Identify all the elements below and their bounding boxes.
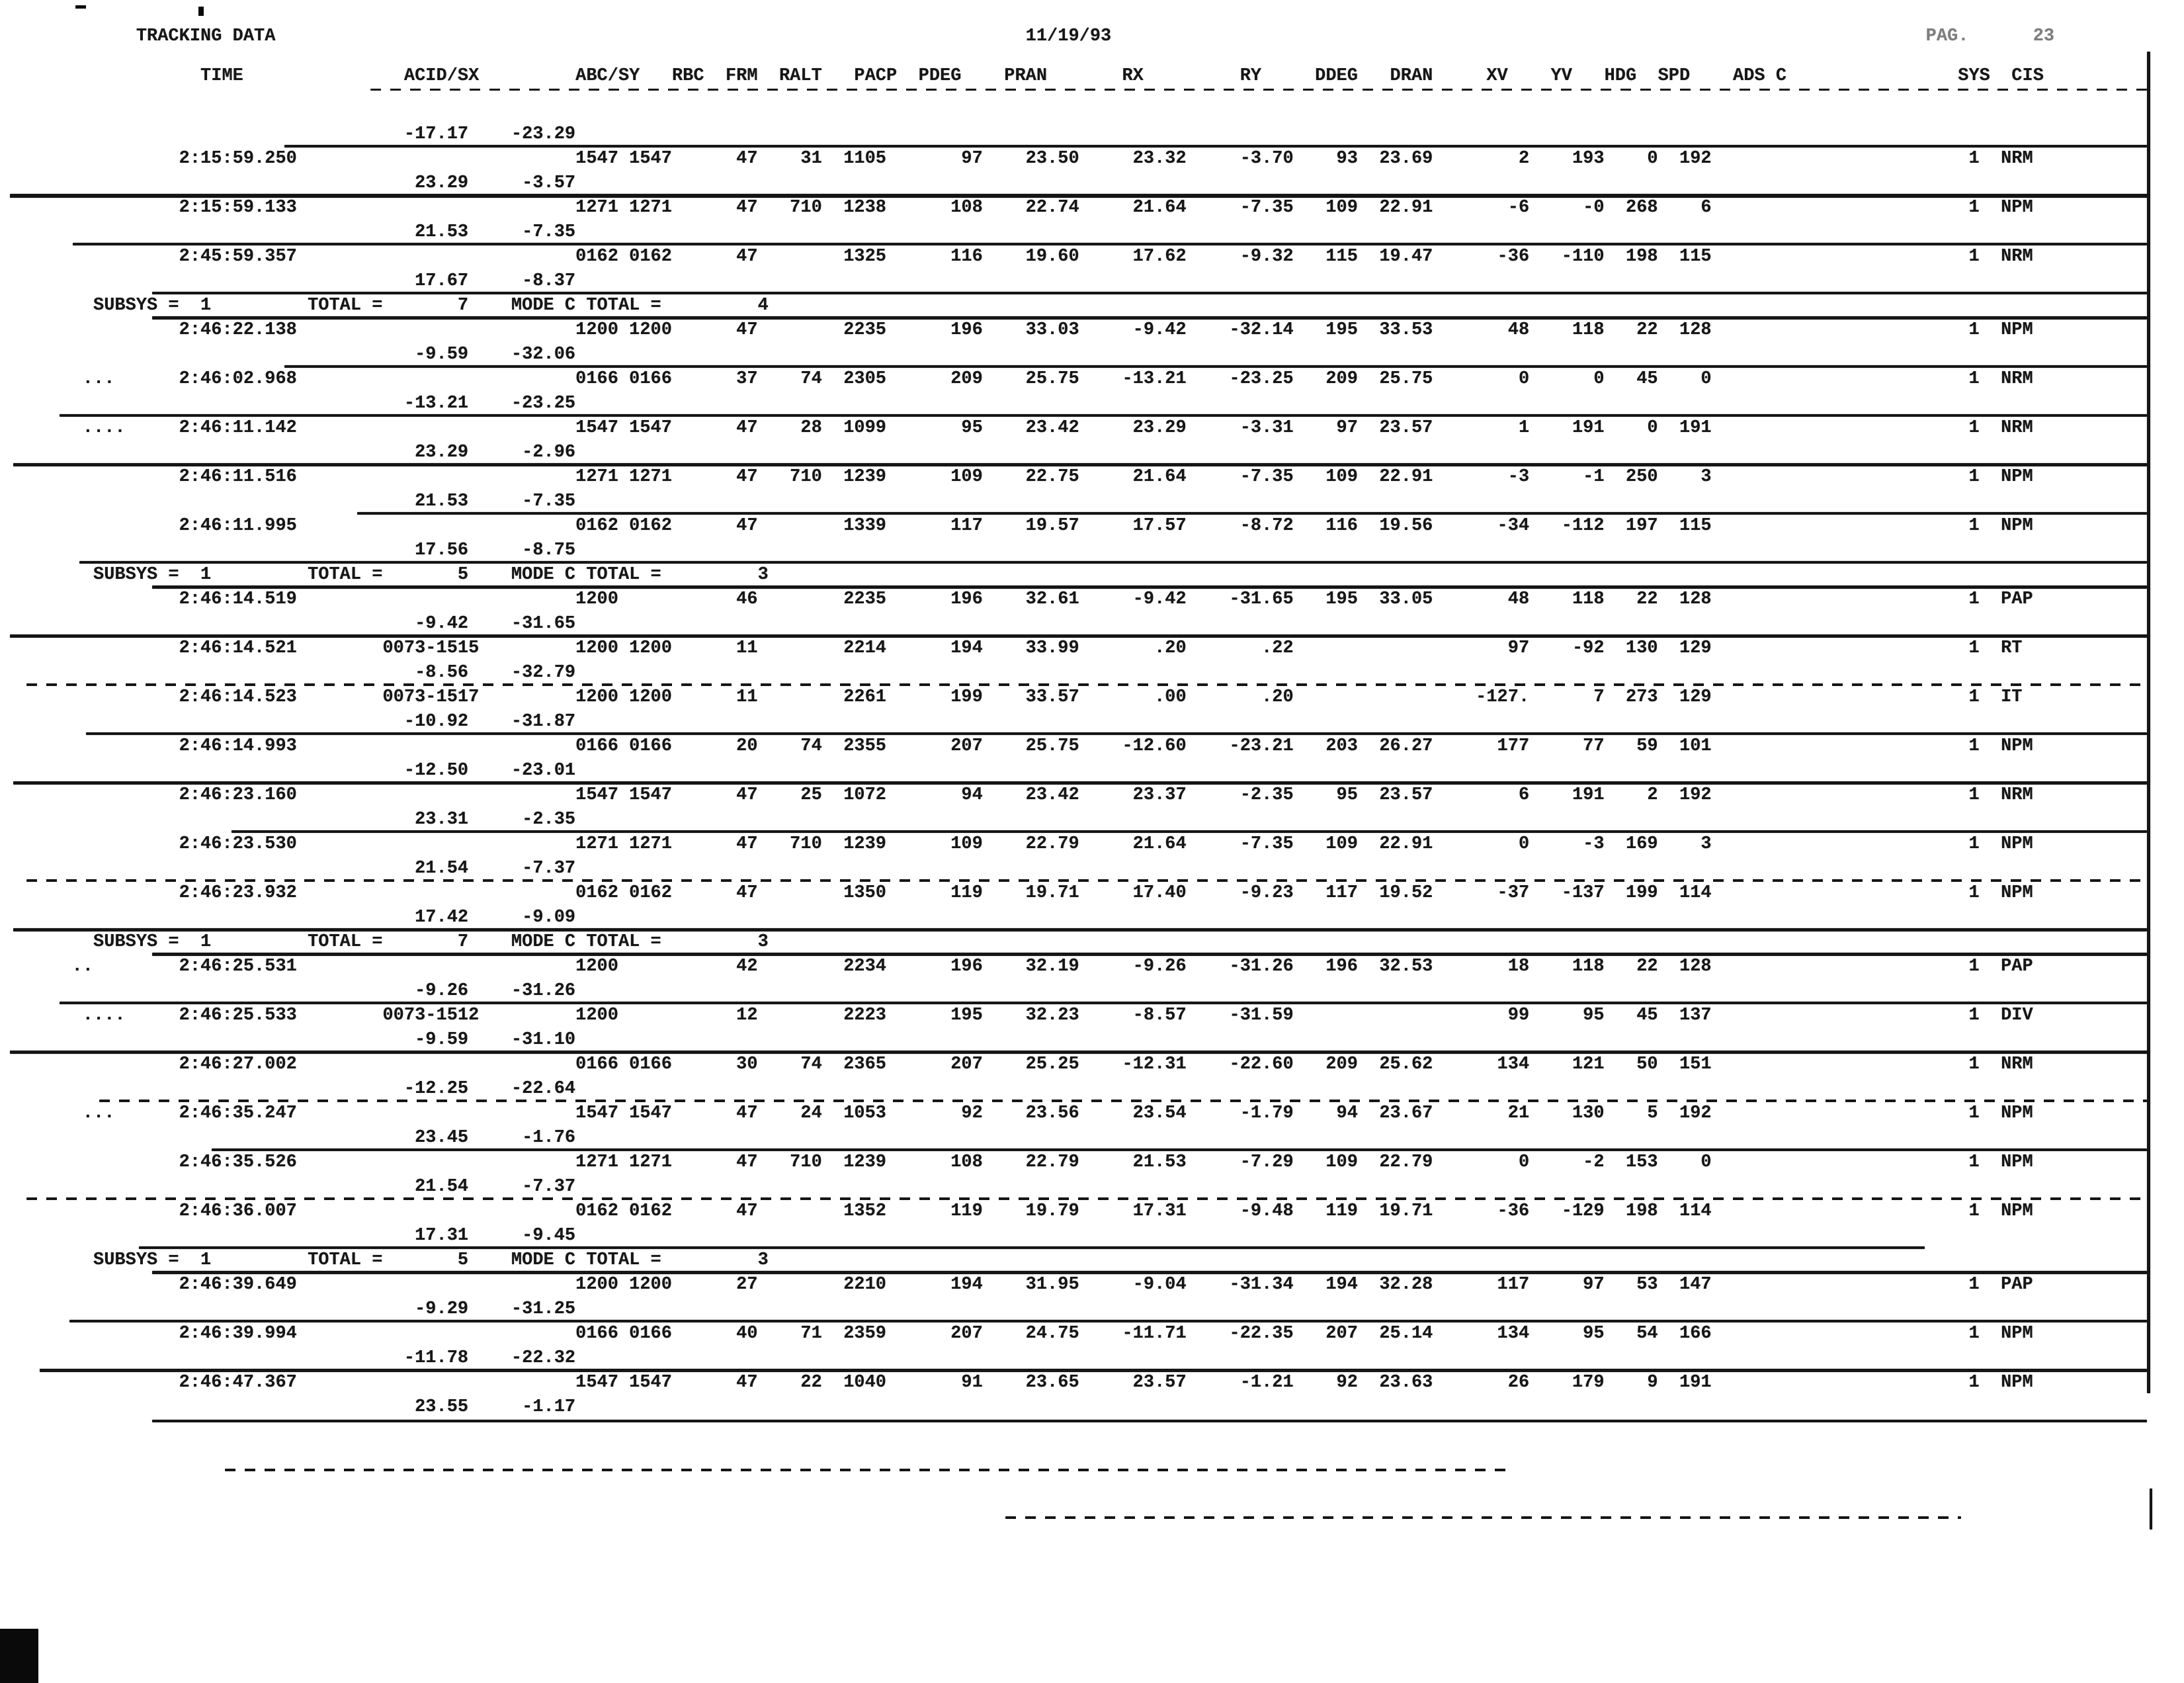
- scan-line-artifact: [2150, 1489, 2152, 1530]
- scan-line-artifact: [284, 145, 2147, 148]
- coordinate-subline: -17.17 -23.29: [40, 124, 576, 144]
- scan-line-artifact: [99, 1100, 2147, 1102]
- scan-line-artifact: [60, 1002, 2147, 1004]
- scan-line-artifact: [357, 512, 2147, 515]
- track-record-line: 2:46:11.516 1271 1271 47 710 1239 109 22.75 21.64 -7.35 109 22.91 -3 -1 250 3 1 NPM: [40, 467, 2033, 487]
- coordinate-subline: -13.21 -23.25: [40, 394, 576, 413]
- scan-smudge-mark: [75, 5, 86, 9]
- report-title: TRACKING DATA: [136, 26, 276, 46]
- track-record-line: 2:46:23.932 0162 0162 47 1350 119 19.71 17.40 -9.23 117 19.52 -37 -137 199 114 1 NPM: [40, 883, 2033, 903]
- scan-line-artifact: [79, 561, 2147, 564]
- scan-line-artifact: [152, 1420, 2147, 1422]
- track-record-line: ... 2:46:02.968 0166 0166 37 74 2305 209 25.75 -13.21 -23.25 209 25.75 0 0 45 0 1 NRM: [40, 369, 2033, 389]
- coordinate-subline: 23.55 -1.17: [40, 1397, 576, 1417]
- scan-line-artifact: [13, 781, 2147, 785]
- track-record-line: 2:45:59.357 0162 0162 47 1325 116 19.60 17.62 -9.32 115 19.47 -36 -110 198 115 1 NRM: [40, 247, 2033, 267]
- coordinate-subline: 17.56 -8.75: [40, 540, 576, 560]
- coordinate-subline: 17.31 -9.45: [40, 1226, 576, 1246]
- scan-line-artifact: [73, 243, 2147, 245]
- scan-line-artifact: [26, 1197, 2147, 1200]
- scan-line-artifact: [10, 1051, 2148, 1054]
- coordinate-subline: 21.54 -7.37: [40, 1177, 576, 1197]
- scan-line-artifact: [10, 634, 2148, 638]
- subsys-summary-line: SUBSYS = 1 TOTAL = 7 MODE C TOTAL = 4: [40, 296, 769, 316]
- track-record-line: 2:46:22.138 1200 1200 47 2235 196 33.03 -9.42 -32.14 195 33.53 48 118 22 128 1 NPM: [40, 320, 2033, 340]
- coordinate-subline: -9.59 -31.10: [40, 1030, 576, 1050]
- track-record-line: 2:46:14.521 0073-1515 1200 1200 11 2214 194 33.99 .20 .22 97 -92 130 129 1 RT: [40, 638, 2023, 658]
- track-record-line: 2:46:14.519 1200 46 2235 196 32.61 -9.42 -31.65 195 33.05 48 118 22 128 1 PAP: [40, 589, 2033, 609]
- track-record-line: 2:46:39.649 1200 1200 27 2210 194 31.95 -9.04 -31.34 194 32.28 117 97 53 147 1 PAP: [40, 1275, 2033, 1295]
- scan-smudge-mark: [198, 7, 204, 16]
- scan-line-artifact: [225, 1469, 1515, 1471]
- track-record-line: 2:46:23.160 1547 1547 47 25 1072 94 23.42 23.37 -2.35 95 23.57 6 191 2 192 1 NRM: [40, 785, 2033, 805]
- coordinate-subline: -11.78 -22.32: [40, 1348, 576, 1368]
- scan-line-artifact: [13, 463, 2147, 466]
- subsys-summary-line: SUBSYS = 1 TOTAL = 5 MODE C TOTAL = 3: [40, 565, 769, 585]
- coordinate-subline: 23.31 -2.35: [40, 810, 576, 830]
- coordinate-subline: -12.25 -22.64: [40, 1079, 576, 1099]
- scan-line-artifact: [152, 953, 2147, 956]
- scan-line-artifact: [26, 879, 2147, 882]
- coordinate-subline: 21.53 -7.35: [40, 492, 576, 511]
- scan-line-artifact: [152, 585, 2147, 589]
- scan-smudge-mark: [0, 1629, 38, 1683]
- track-record-line: 2:46:14.993 0166 0166 20 74 2355 207 25.75 -12.60 -23.21 203 26.27 177 77 59 101 1 NPM: [40, 736, 2033, 756]
- scan-line-artifact: [69, 1320, 2147, 1322]
- page-number: 23: [2033, 26, 2055, 46]
- column-header-line: TIME ACID/SX ABC/SY RBC FRM RALT PACP PDEG PRAN RX RY DDEG DRAN XV YV HDG SPD ADS C SYS CIS: [40, 66, 2044, 86]
- coordinate-subline: -9.26 -31.26: [40, 981, 576, 1001]
- coordinate-subline: 23.29 -3.57: [40, 173, 576, 193]
- subsys-summary-line: SUBSYS = 1 TOTAL = 7 MODE C TOTAL = 3: [40, 932, 769, 952]
- track-record-line: .. 2:46:25.531 1200 42 2234 196 32.19 -9.26 -31.26 196 32.53 18 118 22 128 1 PAP: [40, 957, 2033, 976]
- scan-line-artifact: [284, 365, 2147, 368]
- scan-line-artifact: [60, 414, 2147, 417]
- track-record-line: 2:46:39.994 0166 0166 40 71 2359 207 24.75 -11.71 -22.35 207 25.14 134 95 54 166 1 NPM: [40, 1324, 2033, 1344]
- coordinate-subline: 21.53 -7.35: [40, 222, 576, 242]
- scan-line-artifact: [1005, 1516, 1961, 1519]
- coordinate-subline: -8.56 -32.79: [40, 663, 576, 683]
- track-record-line: .... 2:46:25.533 0073-1512 1200 12 2223 195 32.23 -8.57 -31.59 99 95 45 137 1 DIV: [40, 1006, 2033, 1025]
- track-record-line: 2:46:14.523 0073-1517 1200 1200 11 2261 199 33.57 .00 .20 -127. 7 273 129 1 IT: [40, 687, 2023, 707]
- track-record-line: 2:46:47.367 1547 1547 47 22 1040 91 23.65 23.57 -1.21 92 23.63 26 179 9 191 1 NPM: [40, 1373, 2033, 1393]
- scan-line-artifact: [13, 928, 2147, 931]
- scan-line-artifact: [152, 316, 2147, 320]
- scan-line-artifact: [152, 1271, 2147, 1274]
- subsys-summary-line: SUBSYS = 1 TOTAL = 5 MODE C TOTAL = 3: [40, 1250, 769, 1270]
- track-record-line: 2:46:23.530 1271 1271 47 710 1239 109 22.79 21.64 -7.35 109 22.91 0 -3 169 3 1 NPM: [40, 834, 2033, 854]
- track-record-line: 2:46:11.995 0162 0162 47 1339 117 19.57 17.57 -8.72 116 19.56 -34 -112 197 115 1 NPM: [40, 516, 2033, 536]
- scan-line-artifact: [26, 683, 2147, 686]
- track-record-line: ... 2:46:35.247 1547 1547 47 24 1053 92 23.56 23.54 -1.79 94 23.67 21 130 5 192 1 NPM: [40, 1103, 2033, 1123]
- track-record-line: 2:15:59.133 1271 1271 47 710 1238 108 22.74 21.64 -7.35 109 22.91 -6 -0 268 6 1 NPM: [40, 198, 2033, 218]
- coordinate-subline: 23.29 -2.96: [40, 443, 576, 462]
- track-record-line: 2:46:36.007 0162 0162 47 1352 119 19.79 17.31 -9.48 119 19.71 -36 -129 198 114 1 NPM: [40, 1201, 2033, 1221]
- scan-line-artifact: [152, 292, 2147, 294]
- scan-line-artifact: [86, 732, 2147, 735]
- coordinate-subline: -12.50 -23.01: [40, 761, 576, 781]
- scan-line-artifact: [2147, 52, 2150, 1393]
- track-record-line: 2:46:27.002 0166 0166 30 74 2365 207 25.25 -12.31 -22.60 209 25.62 134 121 50 151 1 NRM: [40, 1055, 2033, 1074]
- scan-line-artifact: [40, 1369, 2147, 1372]
- scan-line-artifact: [370, 89, 2147, 91]
- scan-line-artifact: [231, 830, 2147, 833]
- scan-line-artifact: [139, 1246, 1925, 1249]
- page-label: PAG.: [1925, 26, 1969, 46]
- scan-line-artifact: [10, 194, 2148, 198]
- coordinate-subline: 23.45 -1.76: [40, 1128, 576, 1148]
- track-record-line: 2:46:35.526 1271 1271 47 710 1239 108 22.79 21.53 -7.29 109 22.79 0 -2 153 0 1 NPM: [40, 1152, 2033, 1172]
- coordinate-subline: 17.42 -9.09: [40, 908, 576, 928]
- report-date: 11/19/93: [1025, 26, 1112, 46]
- coordinate-subline: -10.92 -31.87: [40, 712, 576, 732]
- coordinate-subline: -9.59 -32.06: [40, 345, 576, 365]
- coordinate-subline: -9.42 -31.65: [40, 614, 576, 634]
- scan-line-artifact: [212, 1148, 2147, 1151]
- coordinate-subline: 21.54 -7.37: [40, 859, 576, 879]
- coordinate-subline: 17.67 -8.37: [40, 271, 576, 291]
- track-record-line: 2:15:59.250 1547 1547 47 31 1105 97 23.50 23.32 -3.70 93 23.69 2 193 0 192 1 NRM: [40, 149, 2033, 169]
- track-record-line: .... 2:46:11.142 1547 1547 47 28 1099 95 23.42 23.29 -3.31 97 23.57 1 191 0 191 1 NRM: [40, 418, 2033, 438]
- coordinate-subline: -9.29 -31.25: [40, 1299, 576, 1319]
